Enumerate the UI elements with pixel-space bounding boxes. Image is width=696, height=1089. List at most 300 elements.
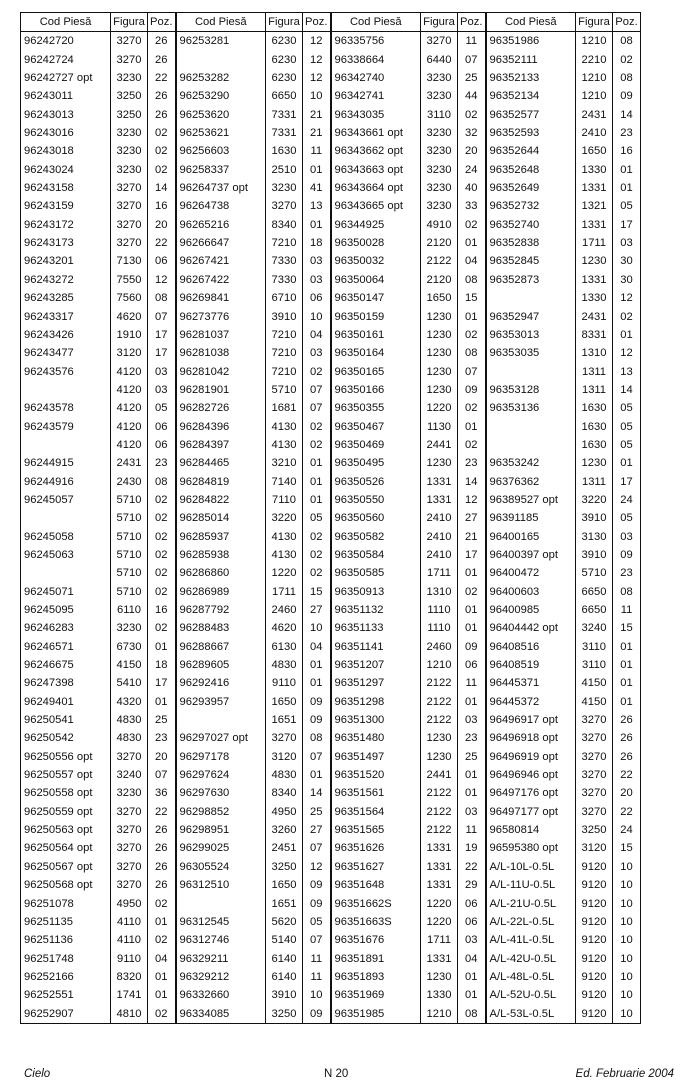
figure-cell: 3230 bbox=[111, 619, 148, 637]
table-row bbox=[21, 509, 641, 527]
figure-cell: 4150 bbox=[111, 656, 148, 674]
figure-cell: 1130 bbox=[421, 418, 458, 436]
figure-cell: 5710 bbox=[111, 564, 148, 582]
figure-cell: 3120 bbox=[576, 839, 613, 857]
figure-cell: 9120 bbox=[576, 986, 613, 1004]
part-code-cell bbox=[176, 711, 266, 729]
position-cell: 10 bbox=[303, 986, 331, 1004]
figure-cell: 5620 bbox=[266, 913, 303, 931]
column-header-position: Poz. bbox=[613, 13, 641, 32]
position-cell: 11 bbox=[458, 32, 486, 51]
part-code-cell: 96351207 bbox=[331, 656, 421, 674]
part-code-cell: 96282726 bbox=[176, 399, 266, 417]
position-cell: 02 bbox=[148, 161, 176, 179]
part-code-cell: 96250559 opt bbox=[21, 803, 111, 821]
part-code-cell: 96351564 bbox=[331, 803, 421, 821]
part-code-cell: 96342740 bbox=[331, 69, 421, 87]
part-code-cell: 96350584 bbox=[331, 546, 421, 564]
figure-cell: 2410 bbox=[421, 546, 458, 564]
position-cell: 03 bbox=[458, 711, 486, 729]
position-cell: 04 bbox=[303, 326, 331, 344]
figure-cell: 7330 bbox=[266, 271, 303, 289]
table-header bbox=[21, 13, 641, 32]
figure-cell: 2431 bbox=[576, 308, 613, 326]
figure-cell: 7331 bbox=[266, 106, 303, 124]
figure-cell: 3230 bbox=[111, 784, 148, 802]
figure-cell: 3250 bbox=[576, 821, 613, 839]
figure-cell: 1321 bbox=[576, 197, 613, 215]
table-row bbox=[21, 142, 641, 160]
figure-cell: 1331 bbox=[576, 271, 613, 289]
position-cell: 07 bbox=[458, 51, 486, 69]
figure-cell: 6140 bbox=[266, 950, 303, 968]
figure-cell: 1711 bbox=[576, 234, 613, 252]
figure-cell: 3270 bbox=[111, 216, 148, 234]
part-code-cell: 96343665 opt bbox=[331, 197, 421, 215]
table-row bbox=[21, 766, 641, 784]
position-cell: 10 bbox=[613, 950, 641, 968]
part-code-cell: 96243018 bbox=[21, 142, 111, 160]
part-code-cell: 96245063 bbox=[21, 546, 111, 564]
position-cell: 05 bbox=[148, 399, 176, 417]
position-cell: 01 bbox=[148, 913, 176, 931]
part-code-cell: 96338664 bbox=[331, 51, 421, 69]
part-code-cell: 96351497 bbox=[331, 748, 421, 766]
figure-cell: 3110 bbox=[576, 656, 613, 674]
position-cell: 10 bbox=[613, 858, 641, 876]
position-cell: 04 bbox=[303, 638, 331, 656]
figure-cell: 3270 bbox=[576, 766, 613, 784]
part-code-cell: 96285938 bbox=[176, 546, 266, 564]
part-code-cell: 96251136 bbox=[21, 931, 111, 949]
figure-cell: 9120 bbox=[576, 876, 613, 894]
part-code-cell: 96352845 bbox=[486, 252, 576, 270]
position-cell: 01 bbox=[458, 234, 486, 252]
position-cell: 12 bbox=[303, 858, 331, 876]
position-cell: 01 bbox=[148, 638, 176, 656]
figure-cell: 1650 bbox=[576, 142, 613, 160]
position-cell: 20 bbox=[613, 784, 641, 802]
part-code-cell: 96580814 bbox=[486, 821, 576, 839]
figure-cell: 4130 bbox=[266, 418, 303, 436]
part-code-cell: 96298951 bbox=[176, 821, 266, 839]
part-code-cell: 96242727 opt bbox=[21, 69, 111, 87]
part-code-cell: 96352873 bbox=[486, 271, 576, 289]
position-cell: 25 bbox=[303, 803, 331, 821]
position-cell: 12 bbox=[303, 32, 331, 51]
figure-cell: 1230 bbox=[421, 729, 458, 747]
figure-cell: 4150 bbox=[576, 674, 613, 692]
figure-cell: 3910 bbox=[266, 986, 303, 1004]
part-code-cell: 96281042 bbox=[176, 363, 266, 381]
figure-cell: 1220 bbox=[421, 399, 458, 417]
figure-cell: 3270 bbox=[576, 729, 613, 747]
part-code-cell: A/L-42U-0.5L bbox=[486, 950, 576, 968]
part-code-cell: 96298852 bbox=[176, 803, 266, 821]
figure-cell: 3270 bbox=[576, 784, 613, 802]
position-cell: 02 bbox=[303, 564, 331, 582]
position-cell: 01 bbox=[303, 216, 331, 234]
part-code-cell: 96350560 bbox=[331, 509, 421, 527]
part-code-cell: 96351985 bbox=[331, 1005, 421, 1024]
position-cell: 05 bbox=[613, 418, 641, 436]
position-cell: 33 bbox=[458, 197, 486, 215]
figure-cell: 6730 bbox=[111, 638, 148, 656]
figure-cell: 9120 bbox=[576, 1005, 613, 1024]
part-code-cell: 96284465 bbox=[176, 454, 266, 472]
figure-cell: 1210 bbox=[576, 69, 613, 87]
figure-cell: 8340 bbox=[266, 216, 303, 234]
table-row bbox=[21, 674, 641, 692]
figure-cell: 3130 bbox=[576, 528, 613, 546]
figure-cell: 2430 bbox=[111, 473, 148, 491]
position-cell: 01 bbox=[613, 693, 641, 711]
position-cell: 16 bbox=[148, 601, 176, 619]
position-cell: 10 bbox=[613, 931, 641, 949]
part-code-cell: 96351520 bbox=[331, 766, 421, 784]
figure-cell: 1230 bbox=[576, 252, 613, 270]
figure-cell: 4620 bbox=[111, 308, 148, 326]
position-cell: 10 bbox=[613, 913, 641, 931]
part-code-cell: 96351891 bbox=[331, 950, 421, 968]
position-cell: 14 bbox=[458, 473, 486, 491]
figure-cell: 3270 bbox=[266, 197, 303, 215]
table-row bbox=[21, 528, 641, 546]
figure-cell: 1331 bbox=[421, 491, 458, 509]
part-code-cell: 96242720 bbox=[21, 32, 111, 51]
part-code-cell: 96350064 bbox=[331, 271, 421, 289]
figure-cell: 4150 bbox=[576, 693, 613, 711]
part-code-cell: 96352649 bbox=[486, 179, 576, 197]
figure-cell: 5710 bbox=[266, 381, 303, 399]
part-code-cell: 96246283 bbox=[21, 619, 111, 637]
position-cell: 11 bbox=[303, 142, 331, 160]
part-code-cell: 96284396 bbox=[176, 418, 266, 436]
page-footer bbox=[24, 1068, 674, 1084]
position-cell: 14 bbox=[148, 179, 176, 197]
footer-edition: Ed. Februarie 2004 bbox=[575, 1068, 674, 1080]
figure-cell: 1220 bbox=[266, 564, 303, 582]
position-cell: 26 bbox=[148, 821, 176, 839]
figure-cell: 1311 bbox=[576, 473, 613, 491]
figure-cell: 4130 bbox=[266, 528, 303, 546]
position-cell: 01 bbox=[613, 161, 641, 179]
position-cell: 05 bbox=[613, 509, 641, 527]
figure-cell: 6110 bbox=[111, 601, 148, 619]
figure-cell: 6710 bbox=[266, 289, 303, 307]
figure-cell: 3910 bbox=[266, 308, 303, 326]
part-code-cell: 96252551 bbox=[21, 986, 111, 1004]
figure-cell: 6650 bbox=[576, 601, 613, 619]
figure-cell: 7331 bbox=[266, 124, 303, 142]
part-code-cell: 96351893 bbox=[331, 968, 421, 986]
figure-cell: 4110 bbox=[111, 931, 148, 949]
part-code-cell: 96245057 bbox=[21, 491, 111, 509]
table-row bbox=[21, 161, 641, 179]
figure-cell: 2120 bbox=[421, 271, 458, 289]
position-cell: 26 bbox=[148, 87, 176, 105]
part-code-cell: 96351663S bbox=[331, 913, 421, 931]
figure-cell: 4120 bbox=[111, 418, 148, 436]
figure-cell: 2410 bbox=[421, 528, 458, 546]
part-code-cell: 96242724 bbox=[21, 51, 111, 69]
figure-cell: 1331 bbox=[421, 858, 458, 876]
part-code-cell: 96243285 bbox=[21, 289, 111, 307]
table-row bbox=[21, 895, 641, 913]
figure-cell: 2460 bbox=[421, 638, 458, 656]
position-cell: 01 bbox=[148, 693, 176, 711]
figure-cell: 3230 bbox=[421, 87, 458, 105]
part-code-cell: 96253282 bbox=[176, 69, 266, 87]
position-cell: 08 bbox=[613, 69, 641, 87]
figure-cell: 2120 bbox=[421, 234, 458, 252]
position-cell: 44 bbox=[458, 87, 486, 105]
figure-cell: 3270 bbox=[266, 729, 303, 747]
table-row bbox=[21, 381, 641, 399]
position-cell: 07 bbox=[303, 381, 331, 399]
figure-cell: 8340 bbox=[266, 784, 303, 802]
table-row bbox=[21, 638, 641, 656]
position-cell: 08 bbox=[148, 289, 176, 307]
position-cell: 11 bbox=[458, 821, 486, 839]
part-code-cell: 96352838 bbox=[486, 234, 576, 252]
position-cell: 11 bbox=[303, 950, 331, 968]
position-cell: 14 bbox=[613, 106, 641, 124]
part-code-cell: 96246675 bbox=[21, 656, 111, 674]
part-code-cell: 96496918 opt bbox=[486, 729, 576, 747]
part-code-cell: 96351627 bbox=[331, 858, 421, 876]
position-cell: 10 bbox=[303, 619, 331, 637]
position-cell: 20 bbox=[458, 142, 486, 160]
figure-cell: 2122 bbox=[421, 693, 458, 711]
part-code-cell: 96285014 bbox=[176, 509, 266, 527]
position-cell: 02 bbox=[148, 619, 176, 637]
position-cell: 02 bbox=[148, 1005, 176, 1024]
figure-cell: 1310 bbox=[576, 344, 613, 362]
part-code-cell: 96246571 bbox=[21, 638, 111, 656]
part-code-cell: 96253620 bbox=[176, 106, 266, 124]
position-cell: 04 bbox=[148, 950, 176, 968]
part-code-cell: 96351133 bbox=[331, 619, 421, 637]
position-cell: 01 bbox=[458, 601, 486, 619]
figure-cell: 6230 bbox=[266, 51, 303, 69]
part-code-cell: 96343661 opt bbox=[331, 124, 421, 142]
figure-cell: 1650 bbox=[421, 289, 458, 307]
position-cell: 40 bbox=[458, 179, 486, 197]
position-cell: 09 bbox=[303, 895, 331, 913]
position-cell: 10 bbox=[303, 87, 331, 105]
figure-cell: 3250 bbox=[266, 1005, 303, 1024]
table-row bbox=[21, 583, 641, 601]
figure-cell: 4810 bbox=[111, 1005, 148, 1024]
position-cell: 07 bbox=[148, 308, 176, 326]
part-code-cell: 96284397 bbox=[176, 436, 266, 454]
table-row bbox=[21, 252, 641, 270]
position-cell: 41 bbox=[303, 179, 331, 197]
position-cell: 05 bbox=[613, 399, 641, 417]
figure-cell: 1651 bbox=[266, 895, 303, 913]
part-code-cell: 96288483 bbox=[176, 619, 266, 637]
position-cell: 14 bbox=[303, 784, 331, 802]
position-cell: 01 bbox=[458, 308, 486, 326]
position-cell: 01 bbox=[613, 326, 641, 344]
part-code-cell: 96265216 bbox=[176, 216, 266, 234]
part-code-cell: 96243011 bbox=[21, 87, 111, 105]
figure-cell: 5410 bbox=[111, 674, 148, 692]
position-cell: 07 bbox=[303, 931, 331, 949]
part-code-cell: 96353035 bbox=[486, 344, 576, 362]
part-code-cell: A/L-41L-0.5L bbox=[486, 931, 576, 949]
figure-cell: 2441 bbox=[421, 436, 458, 454]
part-code-cell: 96353136 bbox=[486, 399, 576, 417]
figure-cell: 2441 bbox=[421, 766, 458, 784]
part-code-cell: 96351561 bbox=[331, 784, 421, 802]
table-row bbox=[21, 436, 641, 454]
table-row bbox=[21, 197, 641, 215]
part-code-cell: 96343662 opt bbox=[331, 142, 421, 160]
position-cell: 02 bbox=[303, 363, 331, 381]
table-row bbox=[21, 986, 641, 1004]
part-code-cell: 96297178 bbox=[176, 748, 266, 766]
position-cell: 17 bbox=[613, 473, 641, 491]
position-cell: 12 bbox=[303, 51, 331, 69]
position-cell: 15 bbox=[458, 289, 486, 307]
part-code-cell: 96350550 bbox=[331, 491, 421, 509]
position-cell: 14 bbox=[613, 381, 641, 399]
part-code-cell: 96352644 bbox=[486, 142, 576, 160]
figure-cell: 1330 bbox=[576, 289, 613, 307]
table-row bbox=[21, 289, 641, 307]
part-code-cell: 96247398 bbox=[21, 674, 111, 692]
position-cell: 21 bbox=[303, 124, 331, 142]
table-row bbox=[21, 234, 641, 252]
part-code-cell: 96342741 bbox=[331, 87, 421, 105]
part-code-cell: 96352732 bbox=[486, 197, 576, 215]
figure-cell: 6230 bbox=[266, 69, 303, 87]
part-code-cell: 96269841 bbox=[176, 289, 266, 307]
figure-cell: 2122 bbox=[421, 252, 458, 270]
part-code-cell: 96334085 bbox=[176, 1005, 266, 1024]
figure-cell: 1630 bbox=[576, 436, 613, 454]
table-row bbox=[21, 326, 641, 344]
part-code-cell: 96376362 bbox=[486, 473, 576, 491]
figure-cell: 1711 bbox=[266, 583, 303, 601]
position-cell: 03 bbox=[458, 803, 486, 821]
figure-cell: 1331 bbox=[421, 839, 458, 857]
position-cell: 24 bbox=[613, 821, 641, 839]
position-cell: 02 bbox=[458, 216, 486, 234]
figure-cell: 3240 bbox=[576, 619, 613, 637]
position-cell: 30 bbox=[613, 252, 641, 270]
part-code-cell: 96595380 opt bbox=[486, 839, 576, 857]
part-code-cell: 96400397 opt bbox=[486, 546, 576, 564]
part-code-cell: 96250557 opt bbox=[21, 766, 111, 784]
table-row bbox=[21, 179, 641, 197]
position-cell: 01 bbox=[458, 766, 486, 784]
position-cell: 03 bbox=[303, 344, 331, 362]
figure-cell: 5710 bbox=[111, 509, 148, 527]
table-row bbox=[21, 803, 641, 821]
position-cell: 11 bbox=[458, 674, 486, 692]
position-cell: 06 bbox=[458, 913, 486, 931]
figure-cell: 1331 bbox=[421, 950, 458, 968]
part-code-cell: 96351626 bbox=[331, 839, 421, 857]
part-code-cell: 96400472 bbox=[486, 564, 576, 582]
figure-cell: 3250 bbox=[266, 858, 303, 876]
part-code-cell bbox=[486, 436, 576, 454]
position-cell: 23 bbox=[148, 454, 176, 472]
figure-cell: 3230 bbox=[421, 161, 458, 179]
figure-cell: 5710 bbox=[111, 583, 148, 601]
position-cell: 19 bbox=[458, 839, 486, 857]
figure-cell: 3220 bbox=[576, 491, 613, 509]
part-code-cell: 96244916 bbox=[21, 473, 111, 491]
part-code-cell: 96496917 opt bbox=[486, 711, 576, 729]
position-cell: 02 bbox=[303, 418, 331, 436]
position-cell: 04 bbox=[458, 950, 486, 968]
figure-cell: 5710 bbox=[111, 546, 148, 564]
position-cell: 04 bbox=[458, 252, 486, 270]
position-cell: 12 bbox=[613, 289, 641, 307]
part-code-cell: 96350582 bbox=[331, 528, 421, 546]
part-code-cell bbox=[21, 381, 111, 399]
part-code-cell: 96253621 bbox=[176, 124, 266, 142]
figure-cell: 2210 bbox=[576, 51, 613, 69]
figure-cell: 9120 bbox=[576, 968, 613, 986]
position-cell: 22 bbox=[148, 234, 176, 252]
position-cell: 03 bbox=[303, 271, 331, 289]
figure-cell: 9120 bbox=[576, 950, 613, 968]
table-row bbox=[21, 32, 641, 51]
position-cell: 27 bbox=[303, 821, 331, 839]
position-cell: 29 bbox=[458, 876, 486, 894]
position-cell: 09 bbox=[303, 876, 331, 894]
position-cell: 06 bbox=[148, 418, 176, 436]
position-cell: 01 bbox=[148, 968, 176, 986]
figure-cell: 7210 bbox=[266, 363, 303, 381]
position-cell: 27 bbox=[458, 509, 486, 527]
figure-cell: 7130 bbox=[111, 252, 148, 270]
part-code-cell: 96243578 bbox=[21, 399, 111, 417]
position-cell: 09 bbox=[303, 1005, 331, 1024]
part-code-cell: 96289605 bbox=[176, 656, 266, 674]
table-row bbox=[21, 876, 641, 894]
part-code-cell: 96343664 opt bbox=[331, 179, 421, 197]
part-code-cell: 96281038 bbox=[176, 344, 266, 362]
position-cell: 01 bbox=[458, 968, 486, 986]
column-header-code: Cod Piesă bbox=[486, 13, 576, 32]
figure-cell: 4110 bbox=[111, 913, 148, 931]
figure-cell: 3230 bbox=[421, 69, 458, 87]
figure-cell: 4830 bbox=[266, 766, 303, 784]
position-cell: 02 bbox=[148, 895, 176, 913]
table-row bbox=[21, 950, 641, 968]
figure-cell: 3270 bbox=[111, 32, 148, 51]
figure-cell: 2122 bbox=[421, 674, 458, 692]
figure-cell: 1110 bbox=[421, 619, 458, 637]
part-code-cell: 96284822 bbox=[176, 491, 266, 509]
figure-cell: 2510 bbox=[266, 161, 303, 179]
position-cell: 18 bbox=[303, 234, 331, 252]
part-code-cell: 96243426 bbox=[21, 326, 111, 344]
figure-cell: 7210 bbox=[266, 326, 303, 344]
position-cell: 08 bbox=[458, 1005, 486, 1024]
part-code-cell: 96285937 bbox=[176, 528, 266, 546]
table-row bbox=[21, 711, 641, 729]
part-code-cell: 96312545 bbox=[176, 913, 266, 931]
part-code-cell: 96351297 bbox=[331, 674, 421, 692]
part-code-cell: 96350028 bbox=[331, 234, 421, 252]
